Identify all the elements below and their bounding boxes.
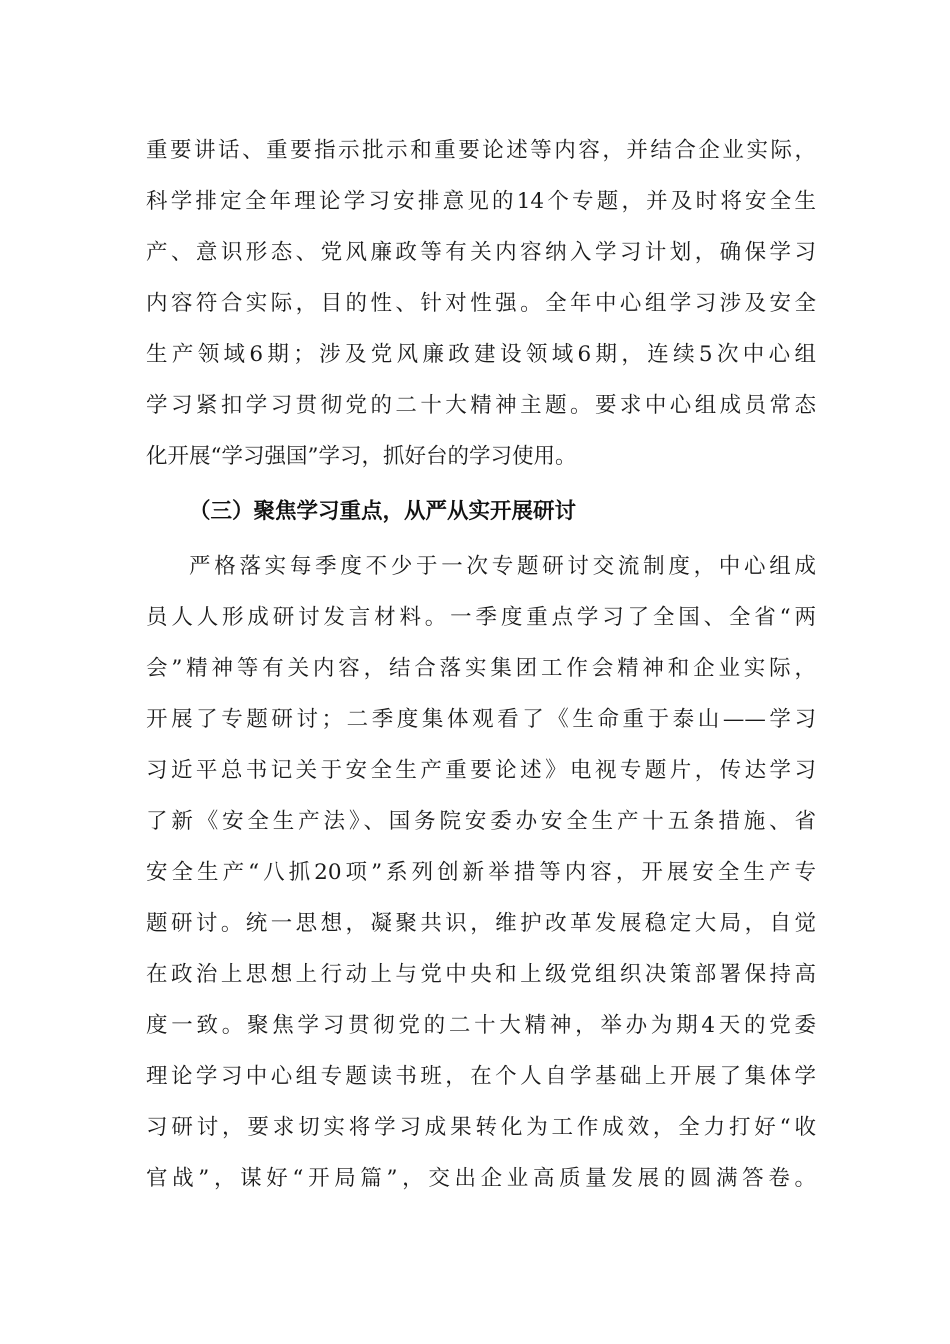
- paragraph-1-line-1: 重要讲话、重要指示批示和重要论述等内容，并结合企业实际，: [146, 138, 816, 163]
- paragraph-1-line-2: 科学排定全年理论学习安排意见的14个专题，并及时将安全生: [146, 189, 816, 214]
- paragraph-2-line-3: 会”精神等有关内容，结合落实集团工作会精神和企业实际，: [146, 656, 816, 681]
- paragraph-2-line-7: 安全生产“八抓20项”系列创新举措等内容，开展安全生产专: [146, 860, 816, 885]
- paragraph-2-line-5: 习近平总书记关于安全生产重要论述》电视专题片，传达学习: [146, 758, 816, 783]
- paragraph-2-line-2: 员人人形成研讨发言材料。一季度重点学习了全国、全省“两: [146, 605, 816, 630]
- paragraph-2-line-8: 题研讨。统一思想，凝聚共识，维护改革发展稳定大局，自觉: [146, 911, 816, 936]
- paragraph-1-line-6: 学习紧扣学习贯彻党的二十大精神主题。要求中心组成员常态: [146, 393, 816, 418]
- paragraph-2-line-13: 官战”，谋好“开局篇”，交出企业高质量发展的圆满答卷。: [146, 1166, 816, 1191]
- paragraph-2-line-12: 习研讨，要求切实将学习成果转化为工作成效，全力打好“收: [146, 1115, 816, 1140]
- paragraph-1-line-4: 内容符合实际，目的性、针对性强。全年中心组学习涉及安全: [146, 291, 816, 316]
- paragraph-1-line-3: 产、意识形态、党风廉政等有关内容纳入学习计划，确保学习: [146, 240, 816, 265]
- paragraph-2-line-6: 了新《安全生产法》、国务院安委办安全生产十五条措施、省: [146, 809, 816, 834]
- section-heading: （三）聚焦学习重点，从严从实开展研讨: [189, 499, 577, 524]
- paragraph-1-line-7: 化开展“学习强国”学习，抓好台的学习使用。: [146, 444, 577, 469]
- paragraph-2-line-9: 在政治上思想上行动上与党中央和上级党组织决策部署保持高: [146, 962, 816, 987]
- paragraph-2-line-10: 度一致。聚焦学习贯彻党的二十大精神，举办为期4天的党委: [146, 1013, 816, 1038]
- paragraph-2-line-1: 严格落实每季度不少于一次专题研讨交流制度，中心组成: [189, 554, 816, 579]
- paragraph-1-line-5: 生产领域6期；涉及党风廉政建设领域6期，连续5次中心组: [146, 342, 816, 367]
- paragraph-2-line-11: 理论学习中心组专题读书班，在个人自学基础上开展了集体学: [146, 1064, 816, 1089]
- paragraph-2-line-4: 开展了专题研讨；二季度集体观看了《生命重于泰山——学习: [146, 707, 816, 732]
